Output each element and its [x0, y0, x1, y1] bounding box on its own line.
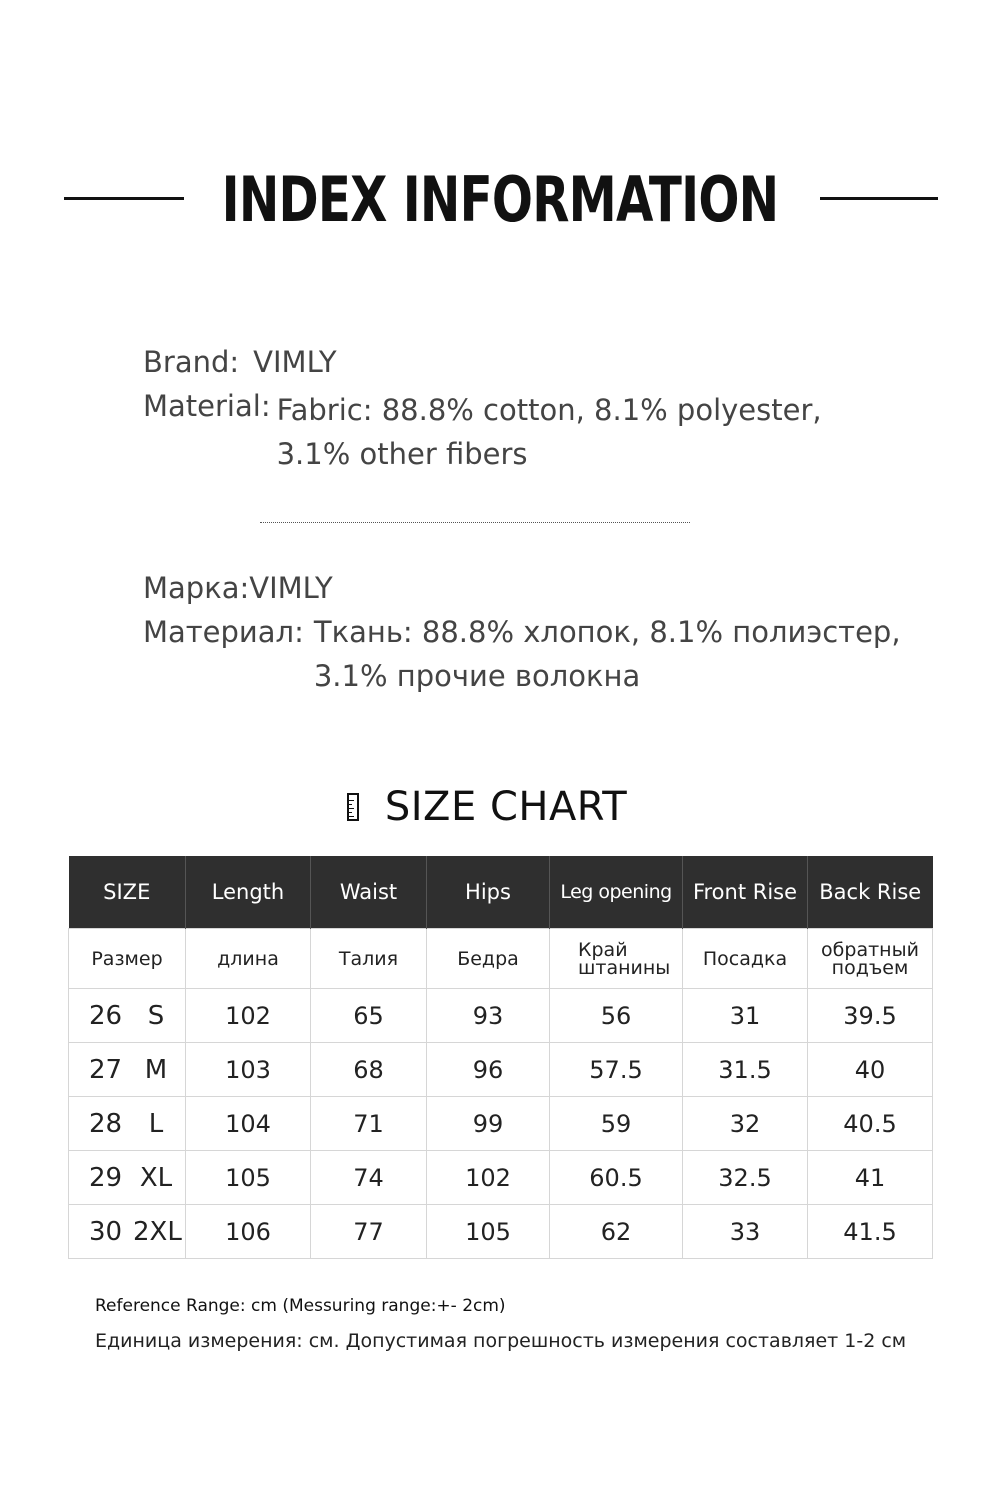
length-cell: 102: [186, 989, 311, 1043]
brand-row: [143, 340, 822, 384]
front-rise-cell: 31.5: [683, 1043, 808, 1097]
hips-cell: 105: [427, 1205, 550, 1259]
column-subheader: Край штанины: [550, 929, 683, 989]
length-cell: 104: [186, 1097, 311, 1151]
front-rise-cell: 32: [683, 1097, 808, 1151]
reference-range-note: Reference Range: cm (Messuring range:+- 2cm): [95, 1296, 506, 1316]
length-cell: 105: [186, 1151, 311, 1205]
brand-label: Brand:: [143, 345, 240, 379]
leg-opening-cell: 62: [550, 1205, 683, 1259]
column-header: Back Rise: [808, 856, 933, 929]
size-chart-table: [68, 856, 933, 1259]
column-header: Waist: [311, 856, 427, 929]
section-divider: [260, 522, 690, 523]
table-row: [69, 989, 933, 1043]
column-subheader: обратный подъем: [808, 929, 933, 989]
material-row-ru: [143, 610, 901, 698]
material-label-ru: Материал:: [143, 615, 304, 649]
waist-cell: 68: [311, 1043, 427, 1097]
leg-opening-cell: 60.5: [550, 1151, 683, 1205]
brand-value-ru: VIMLY: [249, 571, 333, 605]
length-cell: 106: [186, 1205, 311, 1259]
material-line-1-ru: Ткань: 88.8% хлопок, 8.1% полиэстер,: [313, 615, 901, 649]
front-rise-cell: 31: [683, 989, 808, 1043]
column-header: Hips: [427, 856, 550, 929]
brand-value: VIMLY: [253, 345, 337, 379]
hips-cell: 93: [427, 989, 550, 1043]
hips-cell: 102: [427, 1151, 550, 1205]
brand-label-ru: Марка:: [143, 571, 250, 605]
column-subheader: Талия: [311, 929, 427, 989]
material-label: Material:: [143, 389, 271, 423]
column-subheader: длина: [186, 929, 311, 989]
material-line-1: Fabric: 88.8% cotton, 8.1% polyester,: [276, 393, 822, 427]
front-rise-cell: 33: [683, 1205, 808, 1259]
size-cell: 28 L: [69, 1097, 186, 1151]
back-rise-cell: 41: [808, 1151, 933, 1205]
reference-range-note-ru: Единица измерения: см. Допустимая погрешность измерения составляет 1-2 см: [95, 1330, 907, 1352]
column-header: Front Rise: [683, 856, 808, 929]
material-row: [143, 388, 822, 476]
table-row: [69, 1151, 933, 1205]
size-cell: 27 M: [69, 1043, 186, 1097]
back-rise-cell: 39.5: [808, 989, 933, 1043]
back-rise-cell: 40.5: [808, 1097, 933, 1151]
column-header: Length: [186, 856, 311, 929]
hips-cell: 99: [427, 1097, 550, 1151]
table-row: [69, 1205, 933, 1259]
size-chart-title: SIZE CHART: [384, 784, 628, 830]
index-information-header: [0, 160, 1000, 240]
leg-opening-cell: 59: [550, 1097, 683, 1151]
material-line-2-ru: 3.1% прочие волокна: [313, 659, 641, 693]
column-subheader: Бедра: [427, 929, 550, 989]
waist-cell: 77: [311, 1205, 427, 1259]
size-chart-heading: [0, 780, 1000, 834]
column-subheader: Посадка: [683, 929, 808, 989]
column-subheader: Размер: [69, 929, 186, 989]
brand-row-ru: [143, 566, 901, 610]
back-rise-cell: 41.5: [808, 1205, 933, 1259]
waist-cell: 65: [311, 989, 427, 1043]
title-divider-right: [820, 197, 938, 200]
size-cell: 26 S: [69, 989, 186, 1043]
leg-opening-cell: 57.5: [550, 1043, 683, 1097]
product-info-russian: [143, 566, 901, 698]
size-cell: 29 XL: [69, 1151, 186, 1205]
table-subheader-row: [69, 929, 933, 989]
column-header: Leg opening: [550, 856, 683, 929]
table-row: [69, 1043, 933, 1097]
front-rise-cell: 32.5: [683, 1151, 808, 1205]
table-row: [69, 1097, 933, 1151]
length-cell: 103: [186, 1043, 311, 1097]
column-header: SIZE: [69, 856, 186, 929]
back-rise-cell: 40: [808, 1043, 933, 1097]
table-header-row: [69, 856, 933, 929]
hips-cell: 96: [427, 1043, 550, 1097]
page-title: INDEX INFORMATION: [221, 163, 779, 236]
waist-cell: 71: [311, 1097, 427, 1151]
waist-cell: 74: [311, 1151, 427, 1205]
product-info-english: [143, 340, 822, 476]
ruler-icon: [347, 793, 359, 821]
size-cell: 30 2XL: [69, 1205, 186, 1259]
leg-opening-cell: 56: [550, 989, 683, 1043]
material-line-2: 3.1% other fibers: [276, 437, 528, 471]
